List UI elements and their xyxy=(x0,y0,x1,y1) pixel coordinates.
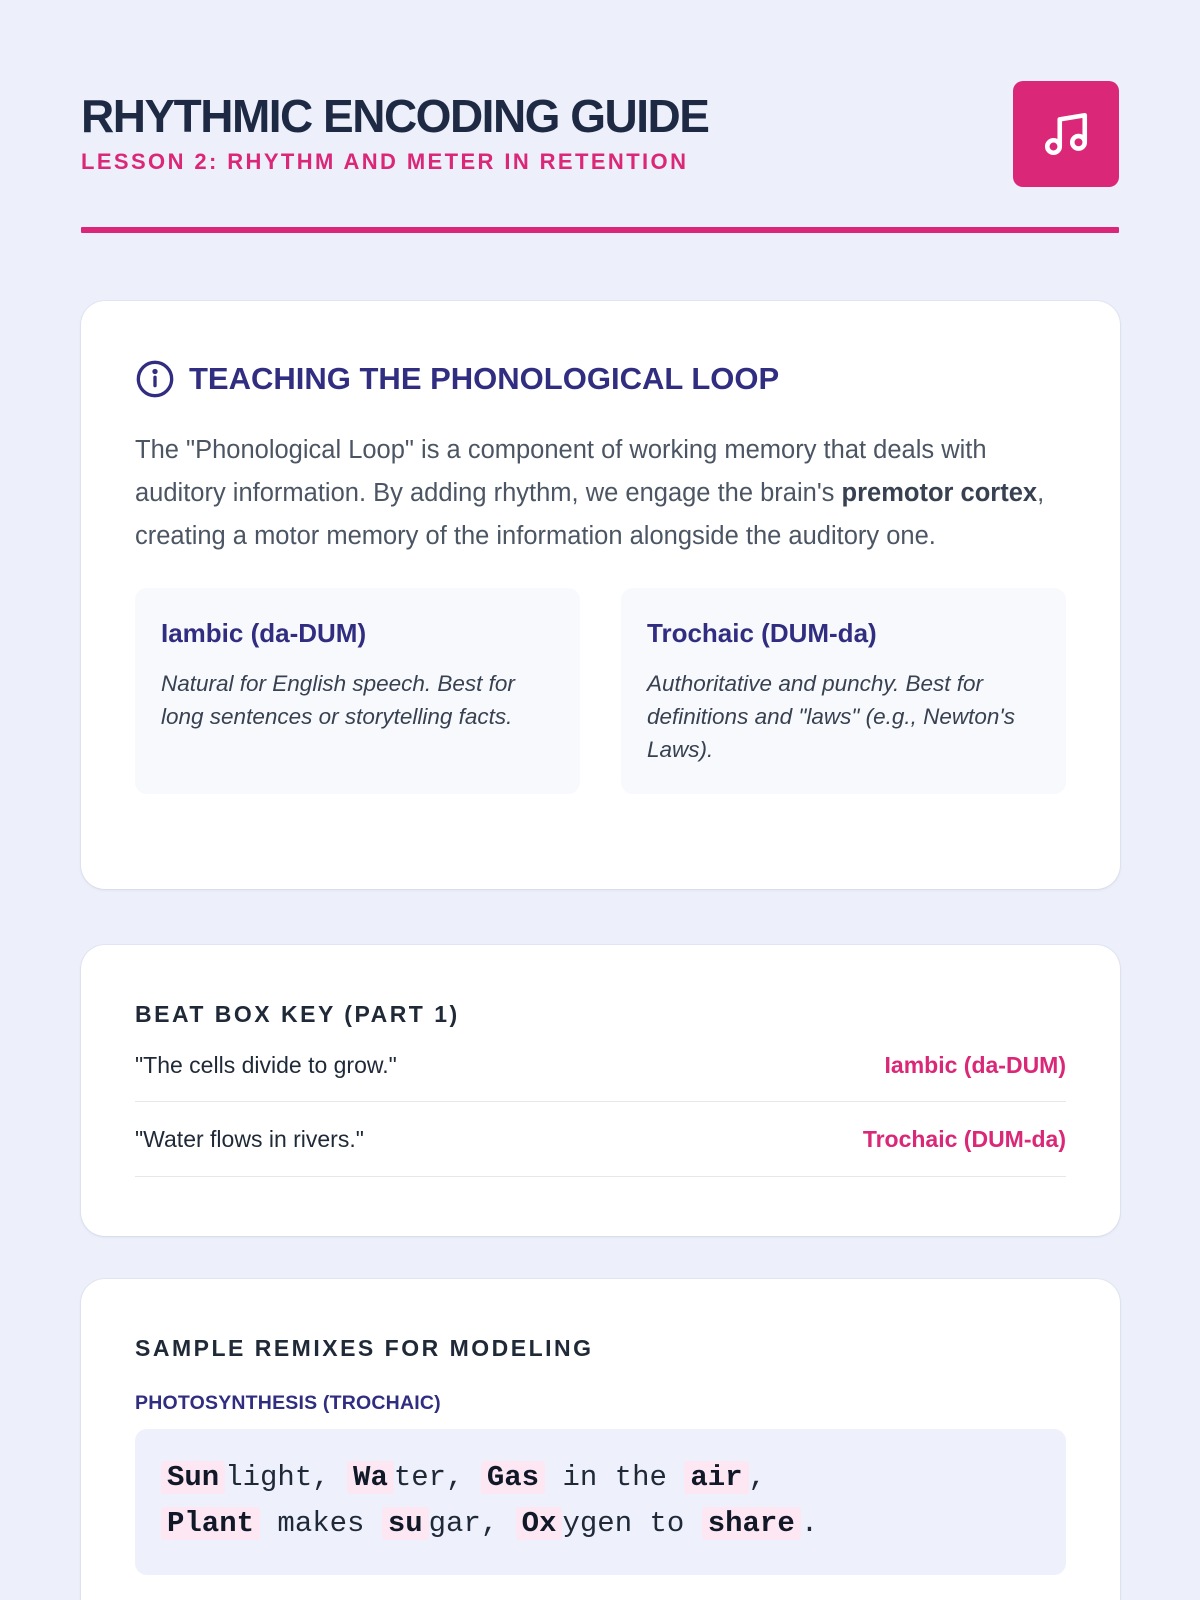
stressed-syllable: Plant xyxy=(161,1507,260,1540)
description-part-1: The "Phonological Loop" is a component of working memory that deals with auditory information. By adding rhythm, we engage the brain's xyxy=(135,436,987,507)
stressed-syllable: Gas xyxy=(481,1461,545,1494)
meter-description: Authoritative and punchy. Best for definitions and "laws" (e.g., Newton's Laws). xyxy=(647,671,1015,762)
info-icon xyxy=(135,359,175,399)
description-emphasis: premotor cortex xyxy=(841,479,1038,507)
unstressed-text: ter, xyxy=(393,1461,481,1494)
stressed-syllable: su xyxy=(382,1507,429,1540)
unstressed-text: . xyxy=(800,1507,819,1540)
meter-name: Trochaic (DUM-da) xyxy=(647,618,877,648)
key-meter: Iambic (da-DUM) xyxy=(884,1052,1066,1078)
stressed-syllable: Ox xyxy=(516,1507,563,1540)
key-meter: Trochaic (DUM-da) xyxy=(862,1125,1066,1152)
remix-line xyxy=(161,1455,1040,1501)
remix-line xyxy=(161,1501,1040,1547)
remixes-title: SAMPLE REMIXES FOR MODELING xyxy=(135,1335,594,1361)
phonological-description xyxy=(135,429,1066,558)
unstressed-text: , xyxy=(748,1461,766,1494)
stressed-syllable: share xyxy=(702,1507,801,1540)
section-heading xyxy=(135,359,1066,399)
stressed-syllable: Wa xyxy=(347,1461,394,1494)
beat-box-title: BEAT BOX KEY (PART 1) xyxy=(135,1001,460,1027)
sample-remixes-card xyxy=(81,1279,1120,1600)
meter-card-iambic xyxy=(135,588,580,794)
unstressed-text: ygen to xyxy=(562,1507,702,1540)
phonological-loop-card xyxy=(81,301,1120,889)
page-title: RHYTHMIC ENCODING GUIDE xyxy=(81,90,709,142)
remix-label: PHOTOSYNTHESIS (TROCHAIC) xyxy=(135,1392,441,1414)
key-phrase: "Water flows in rivers." xyxy=(135,1125,364,1152)
unstressed-text: gar, xyxy=(428,1507,516,1540)
meter-comparison xyxy=(135,588,1066,794)
remix-verse xyxy=(135,1429,1066,1575)
meter-name: Iambic (da-DUM) xyxy=(161,618,367,648)
section-heading-text: TEACHING THE PHONOLOGICAL LOOP xyxy=(189,361,780,396)
description-part-2: , creating a motor memory of the information alongside the auditory one. xyxy=(135,479,1045,550)
music-note-icon xyxy=(1041,109,1091,159)
stressed-syllable: Sun xyxy=(161,1461,225,1494)
header-divider xyxy=(81,227,1119,233)
unstressed-text: in the xyxy=(545,1461,685,1494)
list-item xyxy=(135,1044,1066,1102)
unstressed-text: makes xyxy=(260,1507,382,1540)
key-phrase: "The cells divide to grow." xyxy=(135,1052,397,1078)
page-header xyxy=(81,0,1119,234)
list-item xyxy=(135,1102,1066,1177)
music-logo xyxy=(1013,81,1119,187)
page-subtitle: LESSON 2: RHYTHM AND METER IN RETENTION xyxy=(81,149,689,174)
meter-description: Natural for English speech. Best for long sentences or storytelling facts. xyxy=(161,671,515,729)
beat-box-list xyxy=(135,1044,1066,1177)
unstressed-text: light, xyxy=(225,1461,348,1494)
beat-box-key-card xyxy=(81,945,1120,1236)
stressed-syllable: air xyxy=(684,1461,748,1494)
meter-card-trochaic xyxy=(621,588,1066,794)
